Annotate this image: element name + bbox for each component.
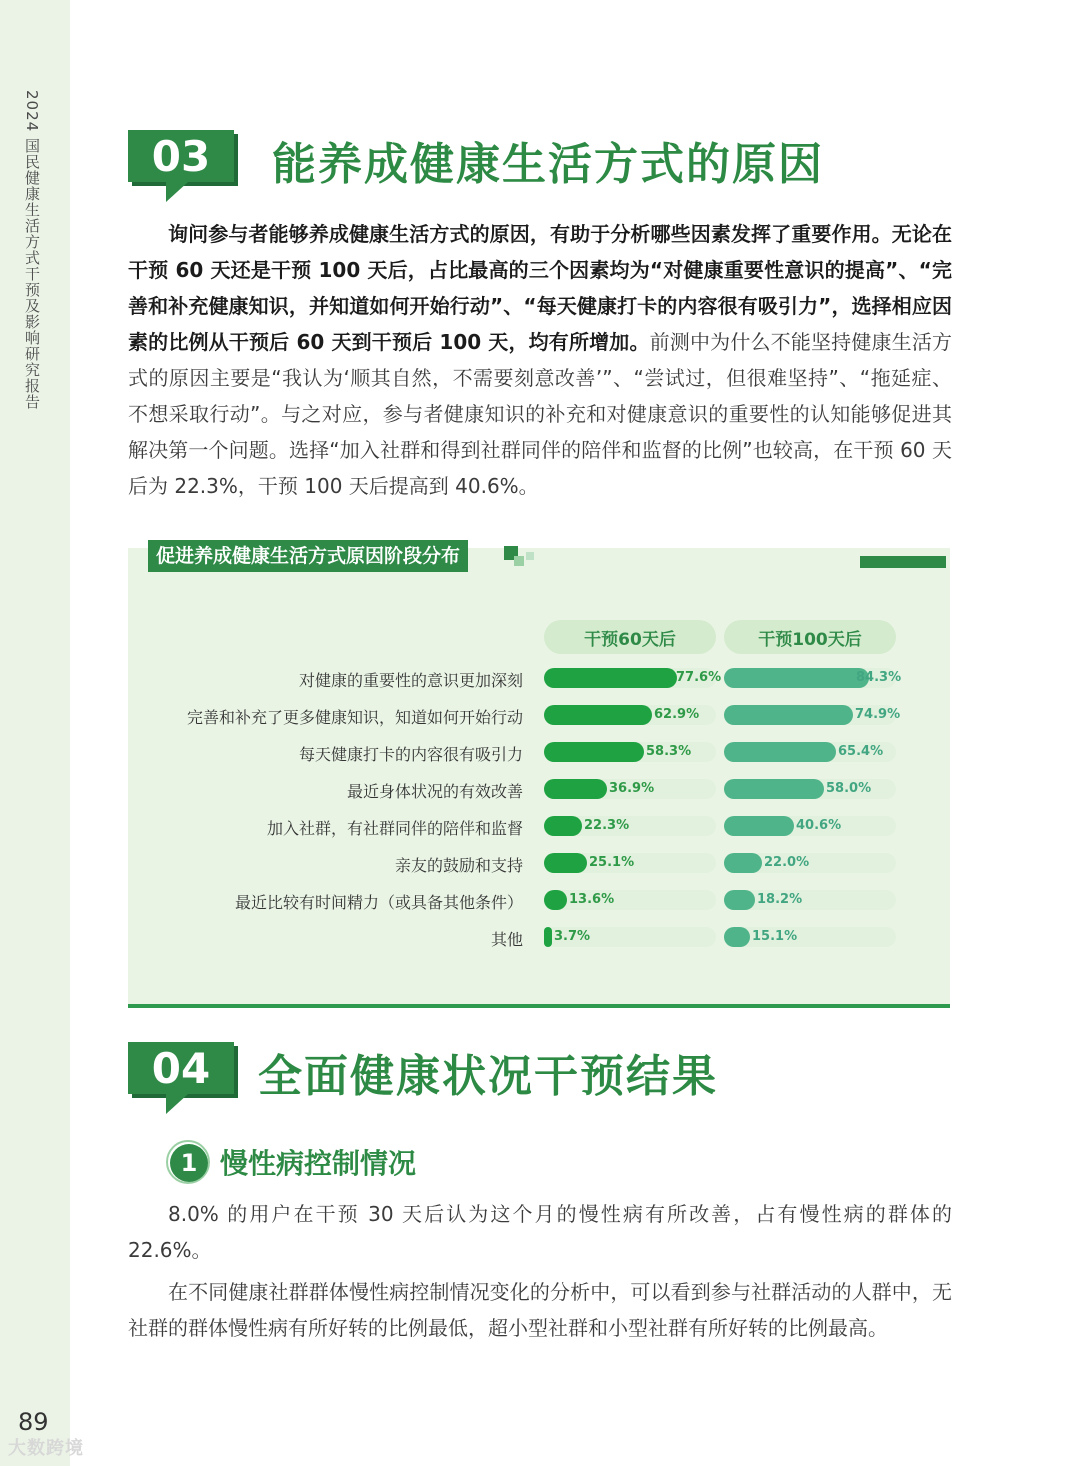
- section-number-badge: 03: [128, 130, 234, 182]
- data-label: 3.7%: [554, 929, 591, 944]
- data-label: 13.6%: [569, 892, 615, 907]
- chart-title-bar-decoration: [860, 556, 946, 568]
- chart-title: 促进养成健康生活方式原因阶段分布: [148, 540, 468, 572]
- paragraph-community-analysis: 在不同健康社群群体慢性病控制情况变化的分析中，可以看到参与社群活动的人群中，无社群的群体慢性病有所好转的比例最低，超小型社群和小型社群有所好转的比例最高。: [128, 1280, 952, 1340]
- bar: [724, 779, 824, 799]
- row-label: 每天健康打卡的内容很有吸引力: [298, 745, 523, 764]
- bar: [544, 742, 644, 762]
- bar: [724, 742, 836, 762]
- data-label: 62.9%: [654, 707, 700, 722]
- section-title: 能养成健康生活方式的原因: [272, 139, 824, 190]
- data-label: 22.3%: [584, 818, 630, 833]
- paragraph-reasons: [128, 216, 952, 504]
- bar: [544, 853, 587, 873]
- row-label: 其他: [490, 930, 523, 949]
- section-title: 全面健康状况干预结果: [258, 1051, 718, 1102]
- side-running-title: 2024 国民健康生活方式干预及影响研究报告: [23, 90, 41, 410]
- row-label: 完善和补充了更多健康知识，知道如何开始行动: [186, 708, 523, 727]
- bar: [724, 890, 755, 910]
- row-label: 最近身体状况的有效改善: [346, 782, 523, 801]
- watermark: 大数跨境: [8, 1438, 84, 1459]
- subheading-title: 慢性病控制情况: [220, 1147, 417, 1180]
- row-label: 最近比较有时间精力（或具备其他条件）: [234, 893, 523, 912]
- paragraph-chronic-improvement: 8.0% 的用户在干预 30 天后认为这个月的慢性病有所改善，占有慢性病的群体的 22.6%。: [128, 1202, 952, 1262]
- section-badge-tail: [166, 1094, 188, 1114]
- data-label: 77.6%: [676, 670, 722, 685]
- data-label: 65.4%: [838, 744, 884, 759]
- row-label: 对健康的重要性的意识更加深刻: [298, 671, 523, 690]
- bar: [544, 705, 652, 725]
- bar: [724, 927, 750, 947]
- data-label: 84.3%: [856, 670, 902, 685]
- subheading-number: 1: [170, 1144, 208, 1182]
- bar: [544, 816, 582, 836]
- bar: [724, 853, 762, 873]
- series-header-60: 干预60天后: [544, 620, 716, 654]
- data-label: 74.9%: [855, 707, 901, 722]
- series-header-100: 干预100天后: [724, 620, 896, 654]
- bar: [544, 927, 552, 947]
- section-number-badge: 04: [128, 1042, 234, 1094]
- data-label: 58.0%: [826, 781, 872, 796]
- row-label: 亲友的鼓励和支持: [394, 856, 523, 875]
- section-badge-tail: [166, 182, 188, 202]
- bar: [544, 890, 567, 910]
- row-label: 加入社群，有社群同伴的陪伴和监督: [266, 819, 523, 838]
- bar: [724, 705, 853, 725]
- data-label: 15.1%: [752, 929, 798, 944]
- bar: [724, 668, 869, 688]
- data-label: 25.1%: [589, 855, 635, 870]
- paragraph-normal: 前测中为什么不能坚持健康生活方式的原因主要是“我认为‘顺其自然，不需要刻意改善’”、“尝试过，但很难坚持”、“拖延症、不想采取行动”。与之对应，参与者健康知识的补充和对健康意识的重要性的认知能够促进其解决第一个问题。选择“加入社群和得到社群同伴的陪伴和监督的比例”也较高，在干预 60 天后为 22.3%，干预 100 天后提高到 40.6%。: [128, 330, 952, 498]
- page-number: 89: [18, 1408, 49, 1436]
- data-label: 36.9%: [609, 781, 655, 796]
- data-label: 18.2%: [757, 892, 803, 907]
- bar: [544, 779, 607, 799]
- data-label: 40.6%: [796, 818, 842, 833]
- data-label: 58.3%: [646, 744, 692, 759]
- paragraph-bold: 询问参与者能够养成健康生活方式的原因，有助于分析哪些因素发挥了重要作用。无论在干预 60 天还是干预 100 天后，占比最高的三个因素均为“对健康重要性意识的提高”、“完善和补充健康知识，并知道如何开始行动”、“每天健康打卡的内容很有吸引力”，选择相应因素的比例从干预后 60 天到干预后 100 天，均有所增加。: [128, 222, 952, 354]
- bar: [724, 816, 794, 836]
- data-label: 22.0%: [764, 855, 810, 870]
- bar: [544, 668, 677, 688]
